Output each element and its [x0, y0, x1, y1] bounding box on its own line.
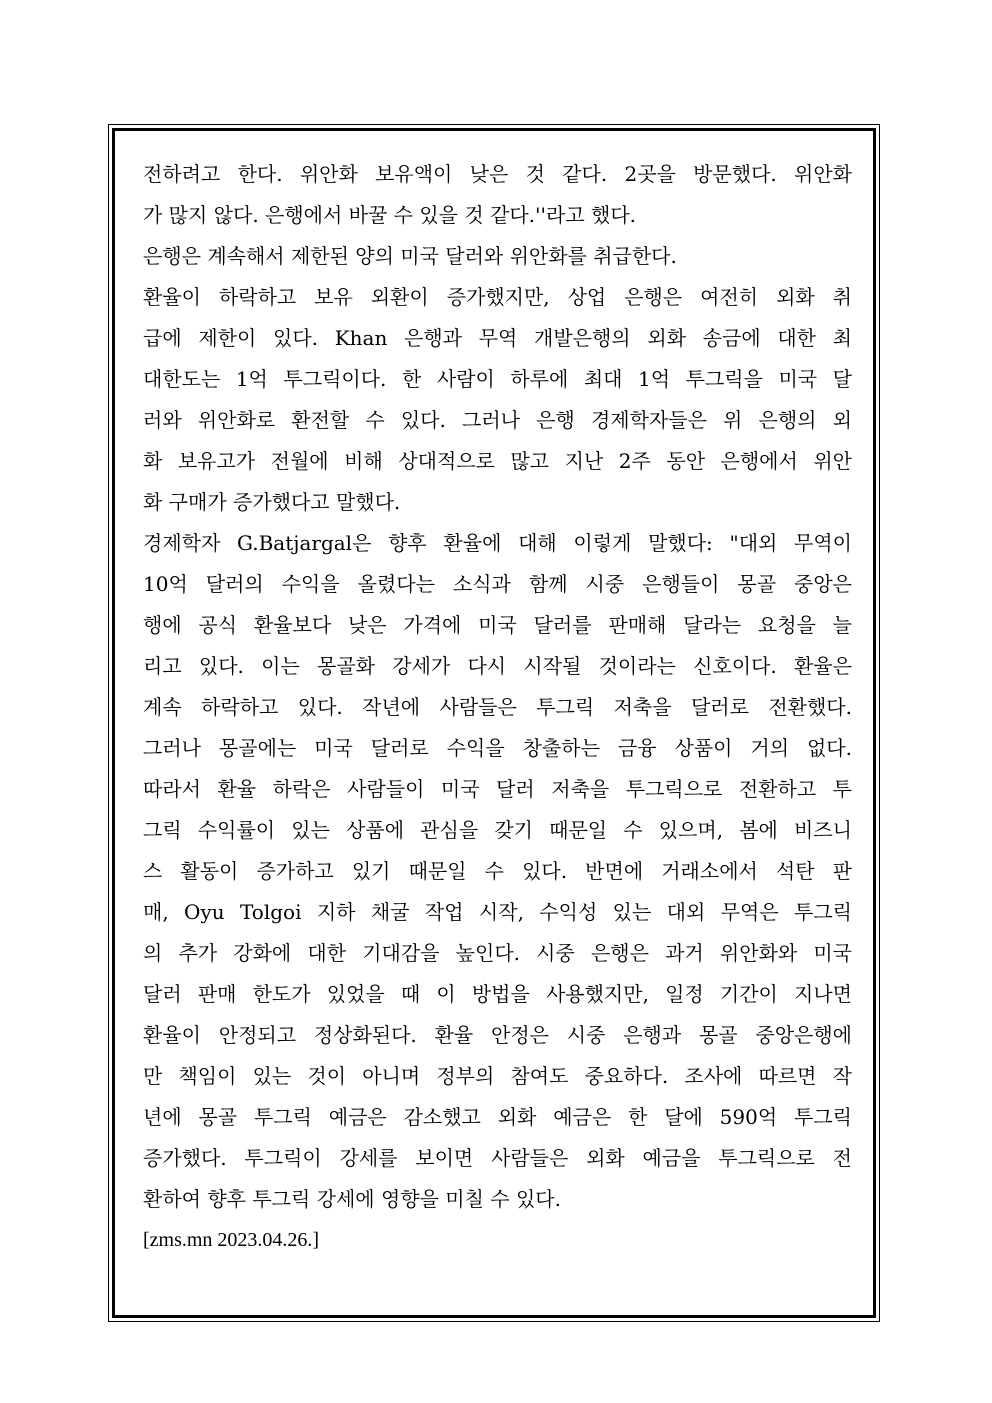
text-line: 그릭 수익률이 있는 상품에 관심을 갖기 때문일 수 있으며, 봄에 비즈니	[143, 818, 852, 842]
text-line: 급에 제한이 있다. Khan 은행과 무역 개발은행의 외화 송금에 대한 최	[143, 326, 852, 350]
paragraph-1	[143, 154, 852, 236]
text-line: 년에 몽골 투그릭 예금은 감소했고 외화 예금은 한 달에 590억 투그릭	[143, 1105, 852, 1129]
text-line: 전하려고 한다. 위안화 보유액이 낮은 것 같다. 2곳을 방문했다. 위안화	[143, 162, 852, 186]
text-line: 행에 공식 환율보다 낮은 가격에 미국 달러를 판매해 달라는 요청을 늘	[143, 613, 852, 637]
text-line: 스 활동이 증가하고 있기 때문일 수 있다. 반면에 거래소에서 석탄 판	[143, 859, 852, 883]
text-line: 계속 하락하고 있다. 작년에 사람들은 투그릭 저축을 달러로 전환했다.	[143, 695, 852, 719]
text-line: 그러나 몽골에는 미국 달러로 수익을 창출하는 금융 상품이 거의 없다.	[143, 736, 852, 760]
text-line: 의 추가 강화에 대한 기대감을 높인다. 시중 은행은 과거 위안화와 미국	[143, 941, 852, 965]
text-line: 달러 판매 한도가 있었을 때 이 방법을 사용했지만, 일정 기간이 지나면	[143, 982, 852, 1006]
text-line: 경제학자 G.Batjargal은 향후 환율에 대해 이렇게 말했다: "대외 무역이	[143, 531, 852, 555]
text-line: 따라서 환율 하락은 사람들이 미국 달러 저축을 투그릭으로 전환하고 투	[143, 777, 852, 801]
paragraph-2	[143, 236, 852, 277]
text-line: 은행은 계속해서 제한된 양의 미국 달러와 위안화를 취급한다.	[143, 244, 677, 268]
text-line: 리고 있다. 이는 몽골화 강세가 다시 시작될 것이라는 신호이다. 환율은	[143, 654, 852, 678]
paragraph-3	[143, 277, 852, 523]
paragraph-4	[143, 523, 852, 1220]
text-line: 환율이 하락하고 보유 외환이 증가했지만, 상업 은행은 여전히 외화 취	[143, 285, 852, 309]
text-line: 러와 위안화로 환전할 수 있다. 그러나 은행 경제학자들은 위 은행의 외	[143, 408, 852, 432]
text-line: 대한도는 1억 투그릭이다. 한 사람이 하루에 최대 1억 투그릭을 미국 달	[143, 367, 852, 391]
text-line: 환율이 안정되고 정상화된다. 환율 안정은 시중 은행과 몽골 중앙은행에	[143, 1023, 852, 1047]
text-line: 만 책임이 있는 것이 아니며 정부의 참여도 중요하다. 조사에 따르면 작	[143, 1064, 852, 1088]
text-line: 10억 달러의 수익을 올렸다는 소식과 함께 시중 은행들이 몽골 중앙은	[143, 572, 852, 596]
text-line: 환하여 향후 투그릭 강세에 영향을 미칠 수 있다.	[143, 1187, 561, 1211]
text-line: 매, Oyu Tolgoi 지하 채굴 작업 시작, 수익성 있는 대외 무역은 투그릭	[143, 900, 852, 924]
text-line: 가 많지 않다. 은행에서 바꿀 수 있을 것 같다.''라고 했다.	[143, 203, 637, 227]
text-line: 화 보유고가 전월에 비해 상대적으로 많고 지난 2주 동안 은행에서 위안	[143, 449, 852, 473]
source-citation: [zms.mn 2023.04.26.]	[143, 1229, 320, 1251]
text-line: 증가했다. 투그릭이 강세를 보이면 사람들은 외화 예금을 투그릭으로 전	[143, 1146, 852, 1170]
text-line: 화 구매가 증가했다고 말했다.	[143, 490, 401, 514]
article-body	[143, 154, 852, 1261]
